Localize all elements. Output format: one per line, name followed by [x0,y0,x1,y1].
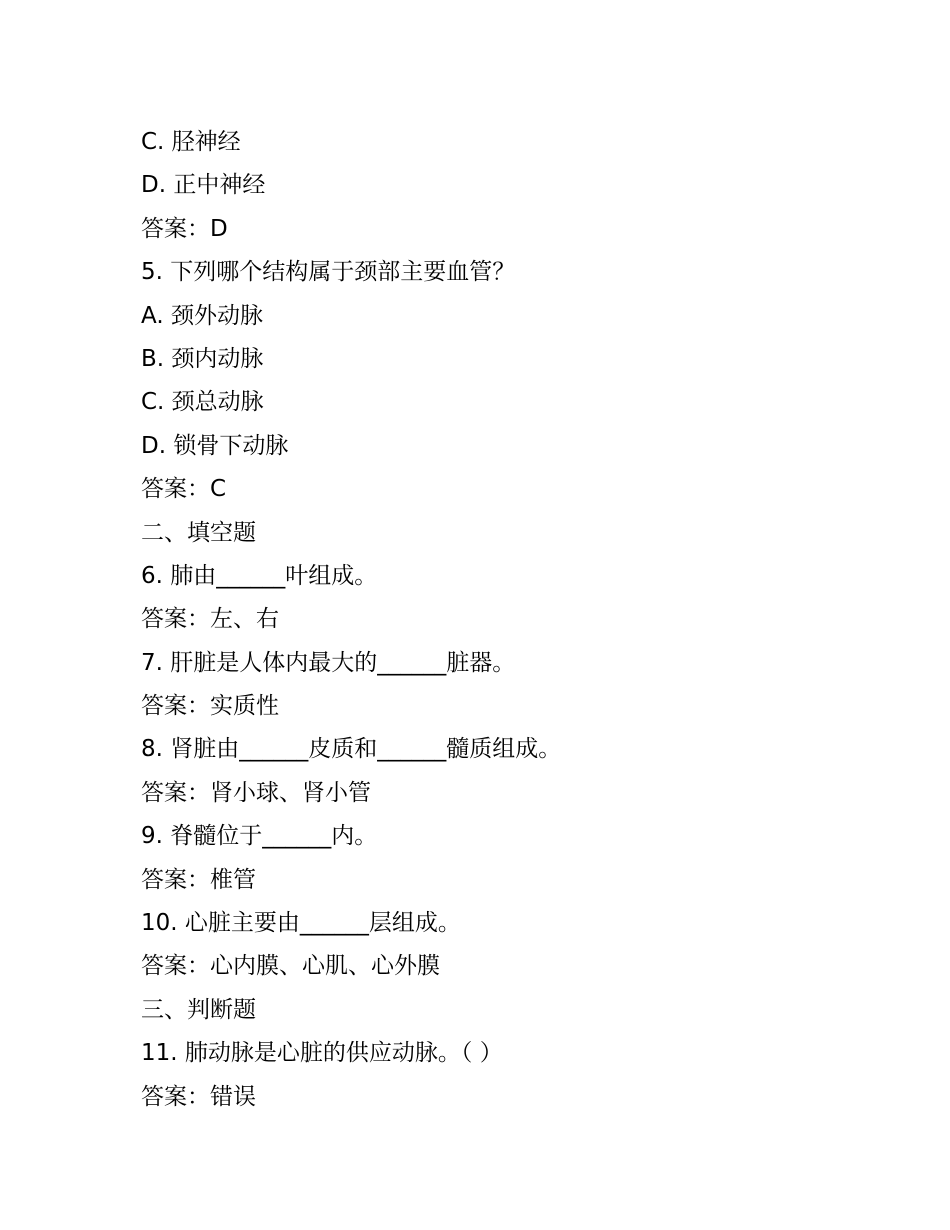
question-5: 5. 下列哪个结构属于颈部主要血管？ [141,259,516,286]
question-11: 11. 肺动脉是心脏的供应动脉。（ ） [141,1040,503,1067]
question-9: 9. 脊髓位于______内。 [141,823,378,850]
option-d-q4: D. 正中神经 [141,172,266,199]
section-heading-fill-in: 二、填空题 [141,519,256,546]
answer-q10: 答案：心内膜、心肌、心外膜 [141,953,440,980]
question-10: 10. 心脏主要由______层组成。 [141,910,461,937]
answer-q9: 答案：椎管 [141,866,256,893]
section-heading-true-false: 三、判断题 [141,996,256,1023]
answer-q6: 答案：左、右 [141,606,279,633]
question-6: 6. 肺由______叶组成。 [141,562,378,589]
document-body [141,121,881,1119]
answer-q7: 答案：实质性 [141,693,279,720]
question-7: 7. 肝脏是人体内最大的______脏器。 [141,649,516,676]
option-c-q4: C. 胫神经 [141,129,241,155]
answer-q4: 答案：D [141,215,228,242]
option-a-q5: A. 颈外动脉 [141,302,263,329]
option-d-q5: D. 锁骨下动脉 [141,432,289,459]
answer-q8: 答案：肾小球、肾小管 [141,779,371,806]
answer-q11: 答案：错误 [141,1083,256,1110]
question-8: 8. 肾脏由______皮质和______髓质组成。 [141,736,562,763]
option-b-q5: B. 颈内动脉 [141,345,264,372]
answer-q5: 答案：C [141,476,227,503]
option-c-q5: C. 颈总动脉 [141,389,264,416]
